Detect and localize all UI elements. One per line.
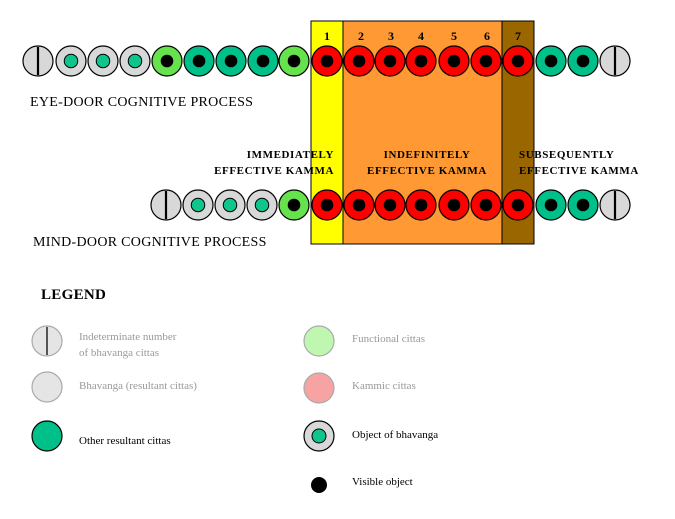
mind-door-citta-3	[215, 190, 245, 220]
label-subsequently-line2: EFFECTIVE KAMMA	[519, 165, 639, 177]
visible-object-dot	[480, 55, 493, 68]
mind-door-citta-13	[536, 190, 566, 220]
legend-icons	[32, 326, 334, 493]
eye-door-citta-2	[56, 46, 86, 76]
object-of-bhavanga-dot	[255, 198, 269, 212]
legend-label-kammic: Kammic cittas	[352, 380, 416, 392]
visible-object-dot	[512, 55, 525, 68]
mind-door-citta-14	[568, 190, 598, 220]
eye-door-citta-16	[503, 46, 533, 76]
visible-object-dot	[480, 199, 493, 212]
eye-door-citta-8	[248, 46, 278, 76]
eye-door-citta-18	[568, 46, 598, 76]
impulsion-number-4: 4	[418, 29, 424, 43]
mind-door-citta-4	[247, 190, 277, 220]
eye-door-citta-5	[152, 46, 182, 76]
eye-door-citta-4	[120, 46, 150, 76]
eye-door-citta-11	[344, 46, 374, 76]
visible-object-dot	[225, 55, 238, 68]
object-of-bhavanga-dot	[191, 198, 205, 212]
legend-label-resultant: Other resultant cittas	[79, 435, 171, 447]
visible-object-dot	[384, 55, 397, 68]
legend-object-inner	[312, 429, 326, 443]
visible-object-dot	[415, 55, 428, 68]
visible-object-dot	[384, 199, 397, 212]
eye-door-citta-13	[406, 46, 436, 76]
impulsion-number-6: 6	[484, 29, 490, 43]
visible-object-dot	[257, 55, 270, 68]
visible-object-dot	[321, 55, 334, 68]
legend-icon-functional	[304, 326, 334, 356]
label-subsequently-effective-kamma	[519, 147, 639, 179]
visible-object-dot	[512, 199, 525, 212]
legend-title: LEGEND	[41, 287, 107, 303]
impulsion-number-7: 7	[515, 29, 521, 43]
eye-door-citta-3	[88, 46, 118, 76]
visible-object-dot	[193, 55, 206, 68]
mind-door-citta-8	[375, 190, 405, 220]
visible-object-dot	[288, 199, 301, 212]
legend-label-indeterminate-line2: of bhavanga cittas	[79, 347, 160, 359]
legend-label-visible-object: Visible object	[352, 476, 413, 488]
visible-object-dot	[577, 55, 590, 68]
label-subsequently-line1: SUBSEQUENTLY	[519, 149, 615, 161]
eye-door-citta-17	[536, 46, 566, 76]
legend-label-bhavanga: Bhavanga (resultant cittas)	[79, 380, 197, 392]
legend-icon-bhavanga	[32, 372, 62, 402]
object-of-bhavanga-dot	[96, 54, 110, 68]
mind-door-citta-9	[406, 190, 436, 220]
object-of-bhavanga-dot	[64, 54, 78, 68]
mind-door-citta-row	[151, 190, 630, 220]
impulsion-number-5: 5	[451, 29, 457, 43]
visible-object-dot	[545, 199, 558, 212]
eye-door-citta-14	[439, 46, 469, 76]
legend-icon-indeterminate	[32, 326, 62, 356]
mind-door-citta-5	[279, 190, 309, 220]
eye-door-citta-9	[279, 46, 309, 76]
visible-object-dot	[353, 55, 366, 68]
label-immediately-effective-kamma	[214, 147, 334, 179]
mind-door-citta-10	[439, 190, 469, 220]
impulsion-number-1: 1	[324, 29, 330, 43]
eye-door-citta-1	[23, 46, 53, 76]
legend-icon-kammic	[304, 373, 334, 403]
mind-door-title: MIND-DOOR COGNITIVE PROCESS	[33, 235, 267, 250]
legend-label-functional: Functional cittas	[352, 333, 426, 345]
visible-object-dot	[448, 55, 461, 68]
legend-icon-object-of-bhavanga	[304, 421, 334, 451]
legend-icon-visible-object	[311, 477, 327, 493]
label-indefinitely-line2: EFFECTIVE KAMMA	[367, 165, 487, 177]
label-immediately-line1: IMMEDIATELY	[246, 149, 334, 161]
eye-door-citta-15	[471, 46, 501, 76]
mind-door-citta-7	[344, 190, 374, 220]
eye-door-citta-row	[23, 46, 630, 76]
mind-door-citta-11	[471, 190, 501, 220]
legend-icon-resultant	[32, 421, 62, 451]
label-immediately-line2: EFFECTIVE KAMMA	[214, 165, 334, 177]
visible-object-dot	[577, 199, 590, 212]
legend-label-indeterminate	[79, 329, 176, 361]
mind-door-citta-1	[151, 190, 181, 220]
mind-door-citta-2	[183, 190, 213, 220]
eye-door-title: EYE-DOOR COGNITIVE PROCESS	[30, 95, 254, 110]
eye-door-citta-7	[216, 46, 246, 76]
impulsion-number-3: 3	[388, 29, 394, 43]
eye-door-citta-19	[600, 46, 630, 76]
visible-object-dot	[321, 199, 334, 212]
legend-label-indeterminate-line1: Indeterminate number	[79, 331, 177, 343]
mind-door-citta-6	[312, 190, 342, 220]
visible-object-dot	[161, 55, 174, 68]
object-of-bhavanga-dot	[223, 198, 237, 212]
label-indefinitely-effective-kamma	[357, 147, 497, 179]
mind-door-citta-12	[503, 190, 533, 220]
mind-door-citta-15	[600, 190, 630, 220]
visible-object-dot	[545, 55, 558, 68]
label-indefinitely-line1: INDEFINITELY	[383, 149, 471, 161]
visible-object-dot	[353, 199, 366, 212]
legend-label-object-of-bhavanga: Object of bhavanga	[352, 429, 439, 441]
object-of-bhavanga-dot	[128, 54, 142, 68]
visible-object-dot	[288, 55, 301, 68]
eye-door-citta-12	[375, 46, 405, 76]
impulsion-number-2: 2	[358, 29, 364, 43]
visible-object-dot	[448, 199, 461, 212]
eye-door-citta-6	[184, 46, 214, 76]
eye-door-citta-10	[312, 46, 342, 76]
visible-object-dot	[415, 199, 428, 212]
